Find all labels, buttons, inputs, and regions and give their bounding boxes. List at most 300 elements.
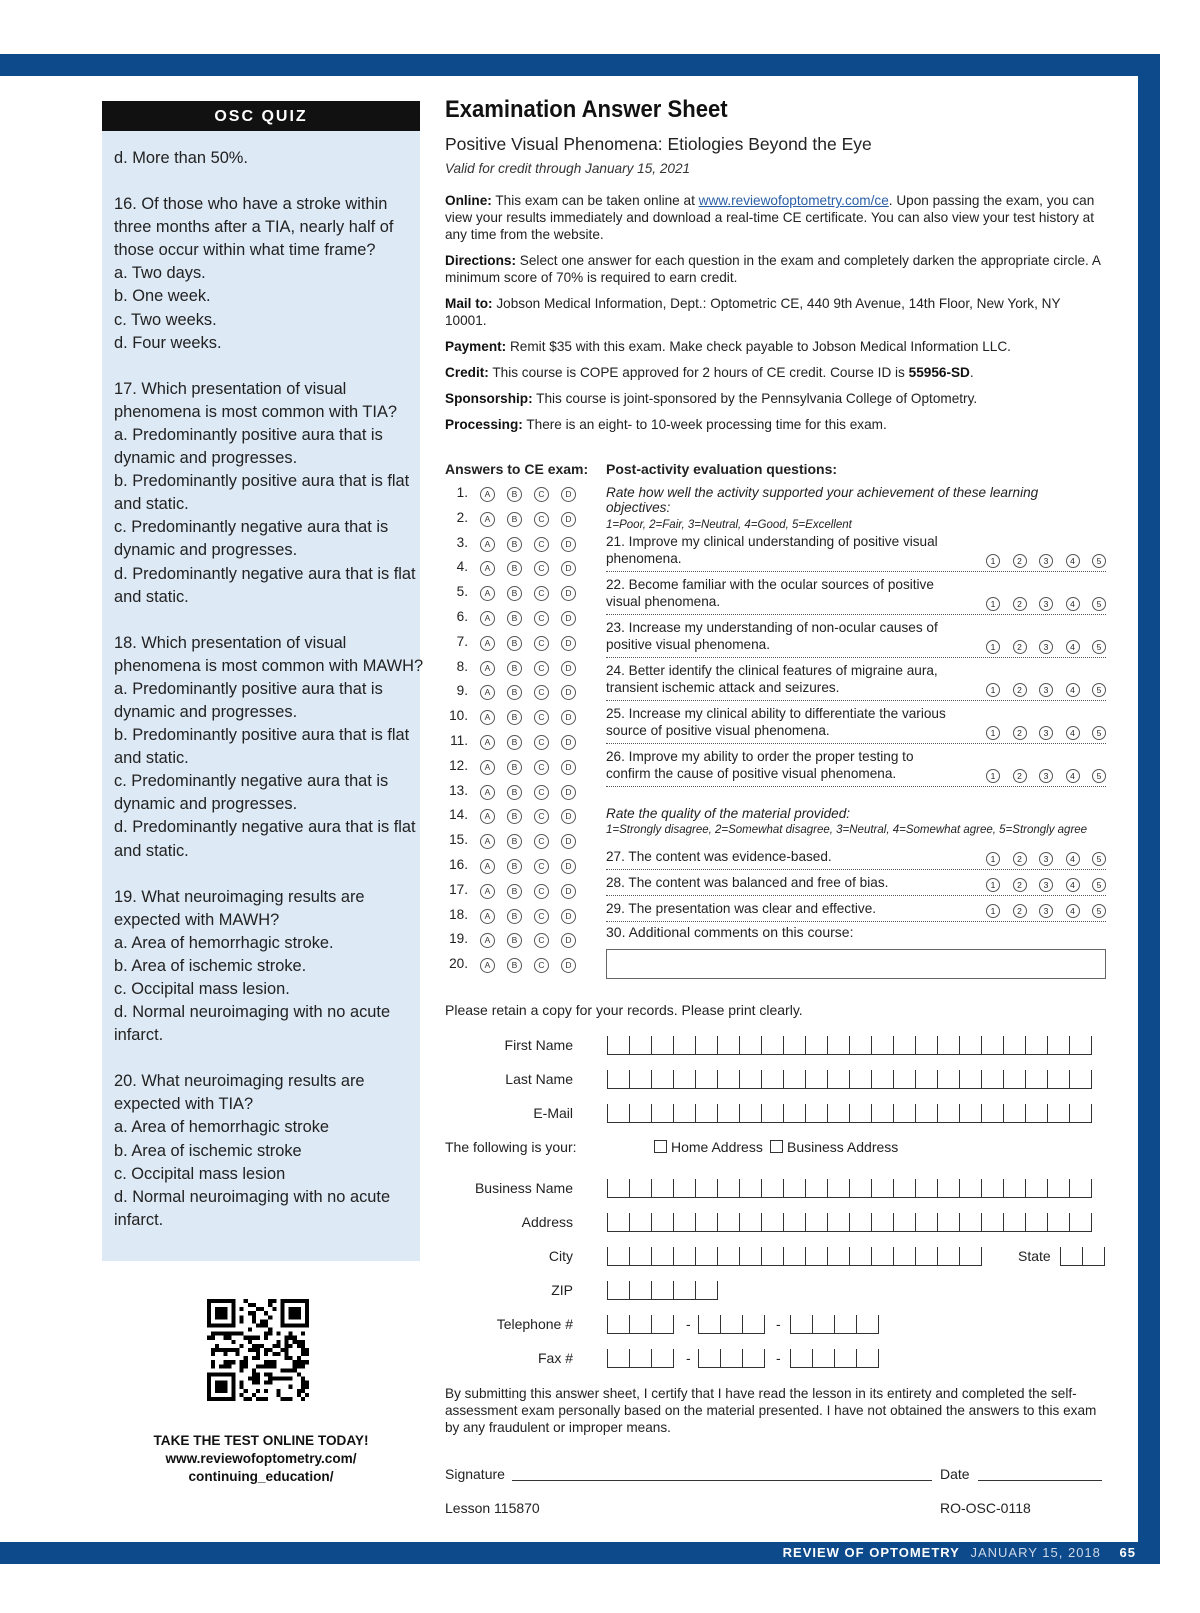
answer-bubble-d[interactable]: D xyxy=(561,636,576,651)
letter-box[interactable] xyxy=(791,1315,813,1333)
letter-box[interactable] xyxy=(982,1036,1004,1054)
city-boxes[interactable] xyxy=(607,1247,982,1266)
answer-bubble-c[interactable]: C xyxy=(534,834,549,849)
letter-box[interactable] xyxy=(857,1349,879,1367)
answer-bubble-b[interactable]: B xyxy=(507,487,522,502)
letter-box[interactable] xyxy=(762,1179,784,1197)
answer-bubble-d[interactable]: D xyxy=(561,586,576,601)
rating-bubble-3[interactable]: 3 xyxy=(1039,726,1053,740)
rating-bubble-2[interactable]: 2 xyxy=(1013,597,1027,611)
answer-bubble-a[interactable]: A xyxy=(480,785,495,800)
date-line[interactable] xyxy=(978,1480,1102,1481)
letter-box[interactable] xyxy=(1026,1070,1048,1088)
answer-bubble-d[interactable]: D xyxy=(561,685,576,700)
answer-bubble-a[interactable]: A xyxy=(480,834,495,849)
rating-bubble-4[interactable]: 4 xyxy=(1066,852,1080,866)
letter-box[interactable] xyxy=(652,1315,674,1333)
letter-box[interactable] xyxy=(740,1213,762,1231)
letter-box[interactable] xyxy=(938,1213,960,1231)
letter-box[interactable] xyxy=(894,1179,916,1197)
letter-box[interactable] xyxy=(894,1070,916,1088)
letter-box[interactable] xyxy=(718,1179,740,1197)
telephone-area-boxes[interactable] xyxy=(607,1315,674,1334)
letter-box[interactable] xyxy=(652,1104,674,1122)
rating-bubble-4[interactable]: 4 xyxy=(1066,683,1080,697)
rating-bubble-3[interactable]: 3 xyxy=(1039,640,1053,654)
answer-bubble-b[interactable]: B xyxy=(507,561,522,576)
letter-box[interactable] xyxy=(894,1247,916,1265)
answer-bubble-a[interactable]: A xyxy=(480,611,495,626)
letter-box[interactable] xyxy=(608,1213,630,1231)
home-address-checkbox[interactable] xyxy=(654,1140,667,1153)
letter-box[interactable] xyxy=(850,1247,872,1265)
letter-box[interactable] xyxy=(699,1349,721,1367)
letter-box[interactable] xyxy=(762,1213,784,1231)
letter-box[interactable] xyxy=(916,1213,938,1231)
answer-bubble-a[interactable]: A xyxy=(480,859,495,874)
answer-bubble-a[interactable]: A xyxy=(480,487,495,502)
letter-box[interactable] xyxy=(674,1179,696,1197)
letter-box[interactable] xyxy=(1048,1036,1070,1054)
rating-bubble-4[interactable]: 4 xyxy=(1066,904,1080,918)
answer-bubble-d[interactable]: D xyxy=(561,537,576,552)
answer-bubble-b[interactable]: B xyxy=(507,785,522,800)
address-boxes[interactable] xyxy=(607,1213,1092,1232)
letter-box[interactable] xyxy=(857,1315,879,1333)
rating-bubble-2[interactable]: 2 xyxy=(1013,878,1027,892)
telephone-prefix-boxes[interactable] xyxy=(698,1315,765,1334)
answer-bubble-a[interactable]: A xyxy=(480,809,495,824)
letter-box[interactable] xyxy=(1070,1036,1092,1054)
rating-bubble-2[interactable]: 2 xyxy=(1013,683,1027,697)
rating-bubble-3[interactable]: 3 xyxy=(1039,554,1053,568)
fax-area-boxes[interactable] xyxy=(607,1349,674,1368)
promo-url-2[interactable]: continuing_education/ xyxy=(188,1469,334,1484)
rating-bubble-2[interactable]: 2 xyxy=(1013,904,1027,918)
letter-box[interactable] xyxy=(916,1104,938,1122)
answer-bubble-d[interactable]: D xyxy=(561,611,576,626)
letter-box[interactable] xyxy=(608,1070,630,1088)
letter-box[interactable] xyxy=(982,1213,1004,1231)
letter-box[interactable] xyxy=(806,1247,828,1265)
letter-box[interactable] xyxy=(721,1349,743,1367)
zip-boxes[interactable] xyxy=(607,1281,718,1300)
letter-box[interactable] xyxy=(1026,1213,1048,1231)
answer-bubble-b[interactable]: B xyxy=(507,611,522,626)
answer-bubble-d[interactable]: D xyxy=(561,859,576,874)
letter-box[interactable] xyxy=(872,1070,894,1088)
answer-bubble-b[interactable]: B xyxy=(507,710,522,725)
answer-bubble-c[interactable]: C xyxy=(534,933,549,948)
letter-box[interactable] xyxy=(1048,1070,1070,1088)
answer-bubble-d[interactable]: D xyxy=(561,958,576,973)
rating-bubble-4[interactable]: 4 xyxy=(1066,769,1080,783)
letter-box[interactable] xyxy=(1026,1179,1048,1197)
answer-bubble-b[interactable]: B xyxy=(507,884,522,899)
rating-bubble-2[interactable]: 2 xyxy=(1013,726,1027,740)
rating-bubble-3[interactable]: 3 xyxy=(1039,878,1053,892)
letter-box[interactable] xyxy=(850,1070,872,1088)
letter-box[interactable] xyxy=(938,1247,960,1265)
letter-box[interactable] xyxy=(718,1036,740,1054)
business-address-option[interactable] xyxy=(770,1139,898,1155)
answer-bubble-d[interactable]: D xyxy=(561,735,576,750)
letter-box[interactable] xyxy=(813,1349,835,1367)
answer-bubble-c[interactable]: C xyxy=(534,611,549,626)
answer-bubble-c[interactable]: C xyxy=(534,760,549,775)
answer-bubble-c[interactable]: C xyxy=(534,661,549,676)
rating-bubble-5[interactable]: 5 xyxy=(1092,640,1106,654)
state-boxes[interactable] xyxy=(1060,1247,1105,1266)
rating-bubble-5[interactable]: 5 xyxy=(1092,683,1106,697)
letter-box[interactable] xyxy=(762,1036,784,1054)
rating-bubble-4[interactable]: 4 xyxy=(1066,554,1080,568)
letter-box[interactable] xyxy=(743,1315,765,1333)
answer-bubble-c[interactable]: C xyxy=(534,636,549,651)
letter-box[interactable] xyxy=(960,1179,982,1197)
answer-bubble-a[interactable]: A xyxy=(480,661,495,676)
rating-bubble-4[interactable]: 4 xyxy=(1066,726,1080,740)
letter-box[interactable] xyxy=(872,1104,894,1122)
letter-box[interactable] xyxy=(784,1070,806,1088)
answer-bubble-a[interactable]: A xyxy=(480,884,495,899)
letter-box[interactable] xyxy=(674,1070,696,1088)
answer-bubble-b[interactable]: B xyxy=(507,512,522,527)
rating-bubble-1[interactable]: 1 xyxy=(986,597,1000,611)
letter-box[interactable] xyxy=(696,1213,718,1231)
answer-bubble-d[interactable]: D xyxy=(561,710,576,725)
letter-box[interactable] xyxy=(938,1179,960,1197)
rating-bubble-5[interactable]: 5 xyxy=(1092,878,1106,892)
letter-box[interactable] xyxy=(740,1036,762,1054)
letter-box[interactable] xyxy=(916,1179,938,1197)
business-address-checkbox[interactable] xyxy=(770,1140,783,1153)
answer-bubble-b[interactable]: B xyxy=(507,537,522,552)
letter-box[interactable] xyxy=(718,1213,740,1231)
answer-bubble-d[interactable]: D xyxy=(561,512,576,527)
letter-box[interactable] xyxy=(784,1247,806,1265)
letter-box[interactable] xyxy=(1070,1213,1092,1231)
answer-bubble-c[interactable]: C xyxy=(534,512,549,527)
letter-box[interactable] xyxy=(1026,1104,1048,1122)
rating-bubble-1[interactable]: 1 xyxy=(986,726,1000,740)
answer-bubble-c[interactable]: C xyxy=(534,561,549,576)
rating-bubble-3[interactable]: 3 xyxy=(1039,852,1053,866)
letter-box[interactable] xyxy=(699,1315,721,1333)
email-boxes[interactable] xyxy=(607,1104,1092,1123)
letter-box[interactable] xyxy=(1048,1179,1070,1197)
letter-box[interactable] xyxy=(982,1179,1004,1197)
letter-box[interactable] xyxy=(850,1179,872,1197)
letter-box[interactable] xyxy=(806,1179,828,1197)
letter-box[interactable] xyxy=(982,1104,1004,1122)
answer-bubble-c[interactable]: C xyxy=(534,859,549,874)
letter-box[interactable] xyxy=(740,1070,762,1088)
answer-bubble-b[interactable]: B xyxy=(507,859,522,874)
answer-bubble-d[interactable]: D xyxy=(561,909,576,924)
answer-bubble-a[interactable]: A xyxy=(480,537,495,552)
letter-box[interactable] xyxy=(784,1179,806,1197)
letter-box[interactable] xyxy=(630,1179,652,1197)
letter-box[interactable] xyxy=(894,1104,916,1122)
letter-box[interactable] xyxy=(674,1104,696,1122)
letter-box[interactable] xyxy=(916,1036,938,1054)
letter-box[interactable] xyxy=(938,1036,960,1054)
rating-bubble-5[interactable]: 5 xyxy=(1092,726,1106,740)
letter-box[interactable] xyxy=(652,1179,674,1197)
letter-box[interactable] xyxy=(1061,1247,1083,1265)
rating-bubble-5[interactable]: 5 xyxy=(1092,852,1106,866)
letter-box[interactable] xyxy=(835,1349,857,1367)
letter-box[interactable] xyxy=(608,1281,630,1299)
rating-bubble-3[interactable]: 3 xyxy=(1039,683,1053,697)
letter-box[interactable] xyxy=(740,1247,762,1265)
letter-box[interactable] xyxy=(813,1315,835,1333)
letter-box[interactable] xyxy=(630,1281,652,1299)
letter-box[interactable] xyxy=(791,1349,813,1367)
answer-bubble-b[interactable]: B xyxy=(507,933,522,948)
letter-box[interactable] xyxy=(674,1281,696,1299)
online-link[interactable]: www.reviewofoptometry.com/ce xyxy=(698,193,889,208)
answer-bubble-c[interactable]: C xyxy=(534,487,549,502)
letter-box[interactable] xyxy=(1048,1104,1070,1122)
letter-box[interactable] xyxy=(1083,1247,1105,1265)
answer-bubble-b[interactable]: B xyxy=(507,636,522,651)
business-name-boxes[interactable] xyxy=(607,1179,1092,1198)
answer-bubble-c[interactable]: C xyxy=(534,909,549,924)
rating-bubble-1[interactable]: 1 xyxy=(986,852,1000,866)
letter-box[interactable] xyxy=(652,1281,674,1299)
letter-box[interactable] xyxy=(718,1247,740,1265)
rating-bubble-1[interactable]: 1 xyxy=(986,683,1000,697)
answer-bubble-a[interactable]: A xyxy=(480,735,495,750)
answer-bubble-b[interactable]: B xyxy=(507,685,522,700)
letter-box[interactable] xyxy=(916,1247,938,1265)
letter-box[interactable] xyxy=(652,1247,674,1265)
letter-box[interactable] xyxy=(630,1315,652,1333)
letter-box[interactable] xyxy=(850,1036,872,1054)
rating-bubble-5[interactable]: 5 xyxy=(1092,769,1106,783)
fax-line-boxes[interactable] xyxy=(790,1349,879,1368)
letter-box[interactable] xyxy=(696,1104,718,1122)
answer-bubble-d[interactable]: D xyxy=(561,661,576,676)
letter-box[interactable] xyxy=(718,1070,740,1088)
letter-box[interactable] xyxy=(608,1349,630,1367)
letter-box[interactable] xyxy=(1070,1070,1092,1088)
letter-box[interactable] xyxy=(630,1036,652,1054)
letter-box[interactable] xyxy=(806,1213,828,1231)
answer-bubble-d[interactable]: D xyxy=(561,884,576,899)
letter-box[interactable] xyxy=(938,1104,960,1122)
letter-box[interactable] xyxy=(608,1315,630,1333)
letter-box[interactable] xyxy=(872,1179,894,1197)
letter-box[interactable] xyxy=(784,1213,806,1231)
rating-bubble-1[interactable]: 1 xyxy=(986,769,1000,783)
answer-bubble-c[interactable]: C xyxy=(534,735,549,750)
letter-box[interactable] xyxy=(916,1070,938,1088)
letter-box[interactable] xyxy=(652,1036,674,1054)
letter-box[interactable] xyxy=(850,1213,872,1231)
letter-box[interactable] xyxy=(960,1036,982,1054)
rating-bubble-3[interactable]: 3 xyxy=(1039,904,1053,918)
answer-bubble-a[interactable]: A xyxy=(480,685,495,700)
answer-bubble-d[interactable]: D xyxy=(561,834,576,849)
letter-box[interactable] xyxy=(762,1104,784,1122)
letter-box[interactable] xyxy=(938,1070,960,1088)
signature-line[interactable] xyxy=(512,1480,932,1481)
letter-box[interactable] xyxy=(850,1104,872,1122)
answer-bubble-b[interactable]: B xyxy=(507,760,522,775)
rating-bubble-2[interactable]: 2 xyxy=(1013,554,1027,568)
letter-box[interactable] xyxy=(1004,1213,1026,1231)
answer-bubble-a[interactable]: A xyxy=(480,909,495,924)
letter-box[interactable] xyxy=(630,1349,652,1367)
answer-bubble-c[interactable]: C xyxy=(534,809,549,824)
letter-box[interactable] xyxy=(1004,1036,1026,1054)
letter-box[interactable] xyxy=(806,1104,828,1122)
answer-bubble-b[interactable]: B xyxy=(507,735,522,750)
answer-bubble-a[interactable]: A xyxy=(480,636,495,651)
answer-bubble-a[interactable]: A xyxy=(480,586,495,601)
letter-box[interactable] xyxy=(960,1213,982,1231)
answer-bubble-c[interactable]: C xyxy=(534,710,549,725)
rating-bubble-2[interactable]: 2 xyxy=(1013,852,1027,866)
letter-box[interactable] xyxy=(608,1247,630,1265)
letter-box[interactable] xyxy=(762,1070,784,1088)
letter-box[interactable] xyxy=(960,1247,982,1265)
home-address-option[interactable] xyxy=(654,1139,763,1155)
letter-box[interactable] xyxy=(872,1213,894,1231)
answer-bubble-b[interactable]: B xyxy=(507,834,522,849)
answer-bubble-d[interactable]: D xyxy=(561,933,576,948)
rating-bubble-5[interactable]: 5 xyxy=(1092,597,1106,611)
letter-box[interactable] xyxy=(828,1104,850,1122)
rating-bubble-3[interactable]: 3 xyxy=(1039,597,1053,611)
answer-bubble-a[interactable]: A xyxy=(480,958,495,973)
letter-box[interactable] xyxy=(828,1070,850,1088)
letter-box[interactable] xyxy=(828,1213,850,1231)
letter-box[interactable] xyxy=(652,1070,674,1088)
letter-box[interactable] xyxy=(784,1036,806,1054)
letter-box[interactable] xyxy=(960,1070,982,1088)
letter-box[interactable] xyxy=(806,1036,828,1054)
letter-box[interactable] xyxy=(718,1104,740,1122)
letter-box[interactable] xyxy=(630,1104,652,1122)
letter-box[interactable] xyxy=(872,1036,894,1054)
letter-box[interactable] xyxy=(1004,1070,1026,1088)
letter-box[interactable] xyxy=(828,1247,850,1265)
answer-bubble-a[interactable]: A xyxy=(480,512,495,527)
answer-bubble-b[interactable]: B xyxy=(507,586,522,601)
qr-code-icon[interactable] xyxy=(207,1299,309,1401)
letter-box[interactable] xyxy=(1026,1036,1048,1054)
rating-bubble-4[interactable]: 4 xyxy=(1066,878,1080,892)
answer-bubble-d[interactable]: D xyxy=(561,809,576,824)
letter-box[interactable] xyxy=(1004,1179,1026,1197)
letter-box[interactable] xyxy=(1070,1179,1092,1197)
letter-box[interactable] xyxy=(1004,1104,1026,1122)
letter-box[interactable] xyxy=(982,1070,1004,1088)
letter-box[interactable] xyxy=(696,1179,718,1197)
letter-box[interactable] xyxy=(696,1070,718,1088)
letter-box[interactable] xyxy=(806,1070,828,1088)
answer-bubble-d[interactable]: D xyxy=(561,487,576,502)
rating-bubble-4[interactable]: 4 xyxy=(1066,597,1080,611)
answer-bubble-c[interactable]: C xyxy=(534,586,549,601)
letter-box[interactable] xyxy=(674,1213,696,1231)
rating-bubble-2[interactable]: 2 xyxy=(1013,640,1027,654)
letter-box[interactable] xyxy=(740,1104,762,1122)
letter-box[interactable] xyxy=(608,1179,630,1197)
letter-box[interactable] xyxy=(630,1247,652,1265)
answer-bubble-a[interactable]: A xyxy=(480,710,495,725)
letter-box[interactable] xyxy=(674,1247,696,1265)
letter-box[interactable] xyxy=(696,1247,718,1265)
rating-bubble-1[interactable]: 1 xyxy=(986,904,1000,918)
letter-box[interactable] xyxy=(960,1104,982,1122)
letter-box[interactable] xyxy=(894,1213,916,1231)
letter-box[interactable] xyxy=(828,1036,850,1054)
promo-url-1[interactable]: www.reviewofoptometry.com/ xyxy=(165,1451,357,1466)
answer-bubble-c[interactable]: C xyxy=(534,685,549,700)
letter-box[interactable] xyxy=(784,1104,806,1122)
letter-box[interactable] xyxy=(608,1036,630,1054)
rating-bubble-4[interactable]: 4 xyxy=(1066,640,1080,654)
letter-box[interactable] xyxy=(630,1070,652,1088)
answer-bubble-a[interactable]: A xyxy=(480,760,495,775)
rating-bubble-3[interactable]: 3 xyxy=(1039,769,1053,783)
answer-bubble-b[interactable]: B xyxy=(507,661,522,676)
answer-bubble-b[interactable]: B xyxy=(507,958,522,973)
answer-bubble-a[interactable]: A xyxy=(480,933,495,948)
fax-prefix-boxes[interactable] xyxy=(698,1349,765,1368)
last-name-boxes[interactable] xyxy=(607,1070,1092,1089)
letter-box[interactable] xyxy=(828,1179,850,1197)
letter-box[interactable] xyxy=(696,1036,718,1054)
letter-box[interactable] xyxy=(894,1036,916,1054)
answer-bubble-b[interactable]: B xyxy=(507,909,522,924)
letter-box[interactable] xyxy=(740,1179,762,1197)
letter-box[interactable] xyxy=(608,1104,630,1122)
answer-bubble-a[interactable]: A xyxy=(480,561,495,576)
answer-bubble-c[interactable]: C xyxy=(534,958,549,973)
answer-bubble-b[interactable]: B xyxy=(507,809,522,824)
telephone-line-boxes[interactable] xyxy=(790,1315,879,1334)
answer-bubble-c[interactable]: C xyxy=(534,537,549,552)
rating-bubble-5[interactable]: 5 xyxy=(1092,554,1106,568)
answer-bubble-d[interactable]: D xyxy=(561,561,576,576)
comments-box[interactable] xyxy=(606,949,1106,979)
letter-box[interactable] xyxy=(1070,1104,1092,1122)
answer-bubble-c[interactable]: C xyxy=(534,884,549,899)
rating-bubble-1[interactable]: 1 xyxy=(986,878,1000,892)
letter-box[interactable] xyxy=(835,1315,857,1333)
letter-box[interactable] xyxy=(652,1349,674,1367)
answer-bubble-c[interactable]: C xyxy=(534,785,549,800)
rating-bubble-5[interactable]: 5 xyxy=(1092,904,1106,918)
letter-box[interactable] xyxy=(721,1315,743,1333)
letter-box[interactable] xyxy=(630,1213,652,1231)
letter-box[interactable] xyxy=(743,1349,765,1367)
letter-box[interactable] xyxy=(674,1036,696,1054)
letter-box[interactable] xyxy=(1048,1213,1070,1231)
letter-box[interactable] xyxy=(652,1213,674,1231)
letter-box[interactable] xyxy=(872,1247,894,1265)
rating-bubble-1[interactable]: 1 xyxy=(986,554,1000,568)
letter-box[interactable] xyxy=(696,1281,718,1299)
answer-bubble-d[interactable]: D xyxy=(561,785,576,800)
rating-bubble-1[interactable]: 1 xyxy=(986,640,1000,654)
